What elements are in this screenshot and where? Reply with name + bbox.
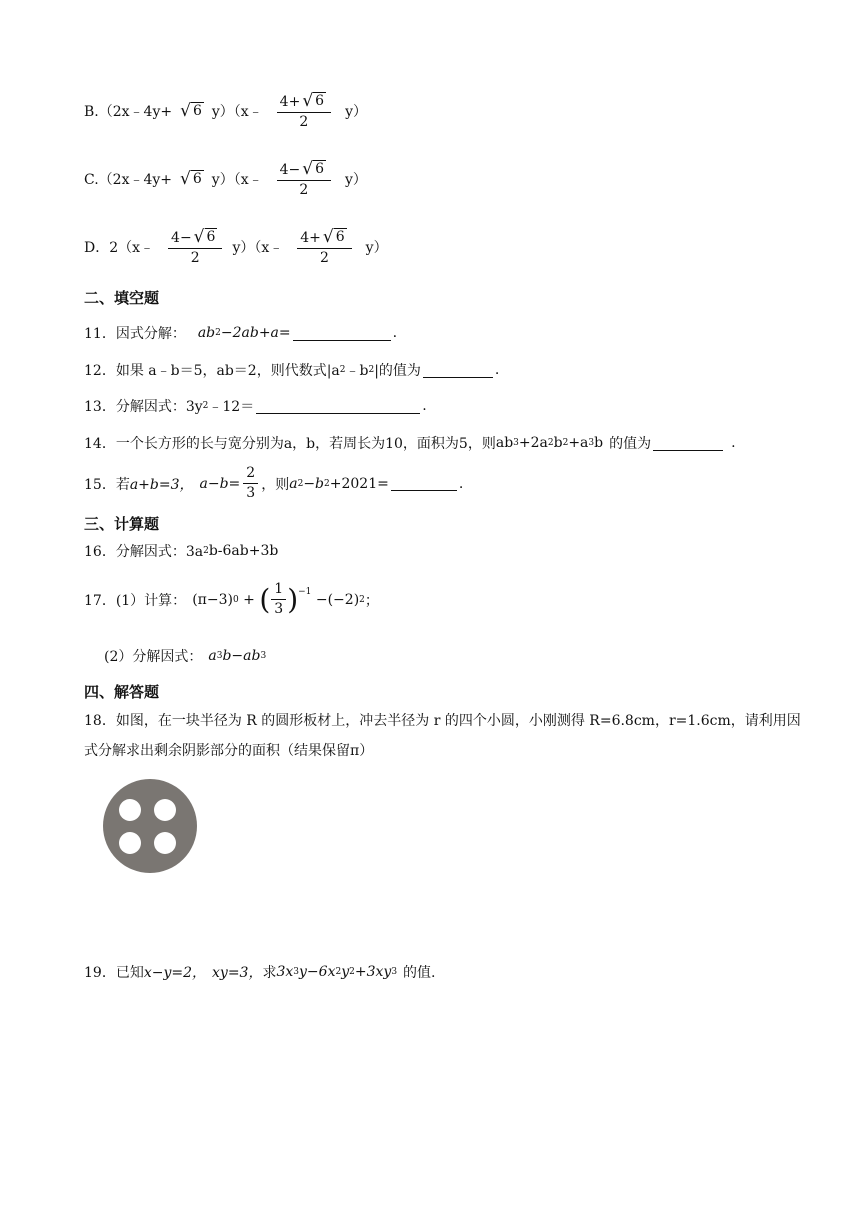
fraction: $\frac{1}{3}$ (271, 582, 286, 618)
option-b-end: y） (345, 104, 367, 121)
option-c-end: y） (345, 172, 367, 189)
small-hole (119, 799, 141, 821)
fraction: 4+ √ 6 2 (277, 92, 331, 131)
question-12: 12．如果 a﹣b＝5，ab＝2，则代数式|a 2 ﹣b 2 |的值为 . (84, 362, 500, 379)
option-d-text: y）（x﹣ (232, 240, 284, 257)
option-b-text: y）（x﹣ (211, 104, 263, 121)
fraction: $\frac{2}{3}$ (243, 466, 258, 502)
question-19: 19．已知 x−y=2， xy=3， 求 3x 3 y−6x 2 y 2 +3xy 3 的值. (84, 964, 436, 981)
answer-blank[interactable] (256, 399, 420, 414)
option-b-prefix: B.（2x﹣4y+ (84, 104, 173, 121)
option-c-text: y）（x﹣ (211, 172, 263, 189)
option-c-prefix: C.（2x﹣4y+ (84, 172, 173, 189)
section-heading: 二、填空题 (84, 289, 160, 307)
section-heading: 三、计算题 (84, 515, 160, 533)
small-hole (154, 799, 176, 821)
option-c (84, 160, 367, 199)
section-heading: 四、解答题 (84, 683, 160, 701)
option-d (84, 228, 388, 267)
disk-figure (100, 775, 200, 875)
small-hole (119, 832, 141, 854)
answer-blank[interactable] (653, 436, 723, 451)
option-d-end: y） (365, 240, 388, 257)
question-17: 17．(1）计算： (π−3) 0 + ( $\frac{1}{3}$ ) $^{-1}$ −(−2) 2 ； (84, 581, 379, 618)
question-17-part2: (2）分解因式： a 3 b−ab 3 (104, 648, 267, 665)
answer-blank[interactable] (391, 476, 457, 491)
sqrt-expression: √ 6 (180, 101, 202, 122)
question-11: 11．因式分解： ab 2 −2ab+a= . (84, 325, 398, 342)
fraction: 4+ √ 6 2 (297, 228, 351, 267)
small-hole (154, 832, 176, 854)
sqrt-expression: √ 6 (180, 169, 202, 190)
question-13: 13．分解因式：3y 2 ﹣12＝ . (84, 398, 427, 415)
fraction: 4− √ 6 2 (277, 160, 331, 199)
question-16: 16．分解因式：3a 2 b-6ab+3b (84, 543, 279, 560)
fraction: 4− √ 6 2 (168, 228, 222, 267)
option-b (84, 92, 367, 131)
question-15: 15．若 a+b=3， a−b= $\frac{2}{3}$ ，则 a 2 −b 2 +2021= . (84, 465, 464, 502)
answer-blank[interactable] (423, 363, 493, 378)
answer-blank[interactable] (293, 326, 391, 341)
question-14: 14．一个长方形的长与宽分别为a，b，若周长为10，面积为5，则 ab 3 +2a 2 b 2 +a 3 b 的值为 . (84, 435, 736, 452)
option-d-prefix: D．2（x﹣ (84, 240, 155, 257)
large-disk (103, 779, 197, 873)
question-18: 18．如图，在一块半径为 R 的圆形板材上，冲去半径为 r 的四个小圆，小刚测得 R=6.8cm，r=1.6cm，请利用因式分解求出剩余阴影部分的面积（结果保留π） (84, 713, 801, 759)
